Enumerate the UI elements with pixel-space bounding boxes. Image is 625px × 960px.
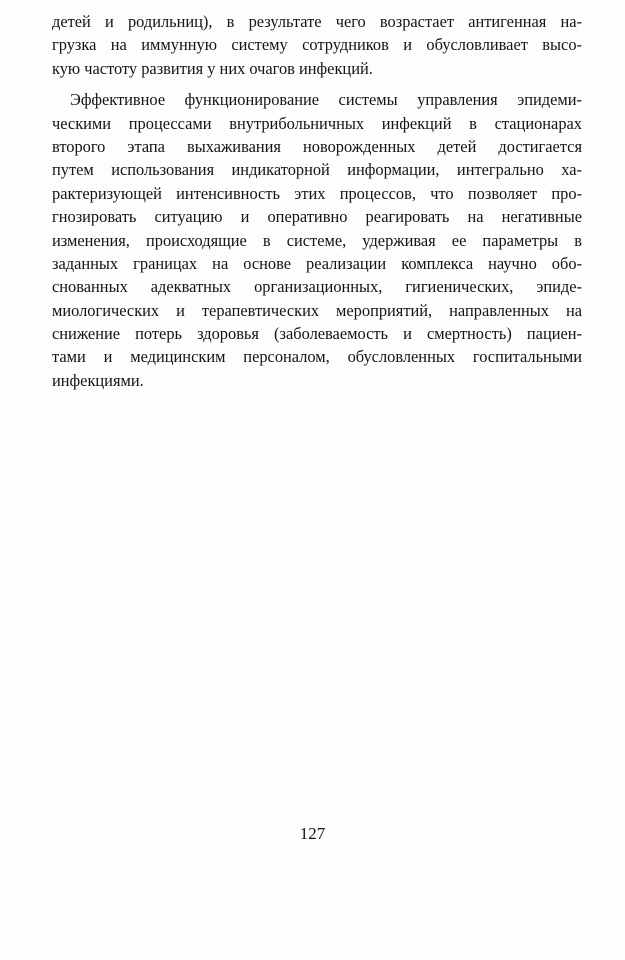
text-line: второго этапа выхаживания новорожденных детей достигается xyxy=(52,136,582,156)
text-line: инфекциями. xyxy=(52,370,144,390)
text-line: грузка на иммунную систему сотрудников и обусловливает высо- xyxy=(52,35,582,55)
text-line: снижение потерь здоровья (заболеваемость и смертность) пациен- xyxy=(52,324,582,344)
text-line: кую частоту развития у них очагов инфекций. xyxy=(52,58,373,78)
text-line: снованных адекватных организационных, гигиенических, эпиде- xyxy=(52,277,582,297)
text-line: Эффективное функционирование системы управления эпидеми- xyxy=(70,90,582,110)
paragraph-continuation xyxy=(52,10,582,80)
body-text xyxy=(52,10,582,392)
text-line: путем использования индикаторной информации, интегрально ха- xyxy=(52,160,582,180)
text-line: детей и родильниц), в результате чего возрастает антигенная на- xyxy=(52,12,582,31)
text-line: заданных границах на основе реализации комплекса научно обо- xyxy=(52,253,582,273)
page-number: 127 xyxy=(299,824,326,843)
text-line: тами и медицинским персоналом, обусловленных госпитальными xyxy=(52,347,582,367)
text-line: ческими процессами внутрибольничных инфекций в стационарах xyxy=(52,113,582,133)
text-line: гнозировать ситуацию и оперативно реагировать на негативные xyxy=(52,207,582,227)
text-line: рактеризующей интенсивность этих процессов, что позволяет про- xyxy=(52,183,582,203)
paragraph xyxy=(52,88,582,392)
text-line: миологических и терапевтических мероприятий, направленных на xyxy=(52,300,582,320)
text-line: изменения, происходящие в системе, удерживая ее параметры в xyxy=(52,230,582,250)
paragraph-gap xyxy=(52,80,582,88)
